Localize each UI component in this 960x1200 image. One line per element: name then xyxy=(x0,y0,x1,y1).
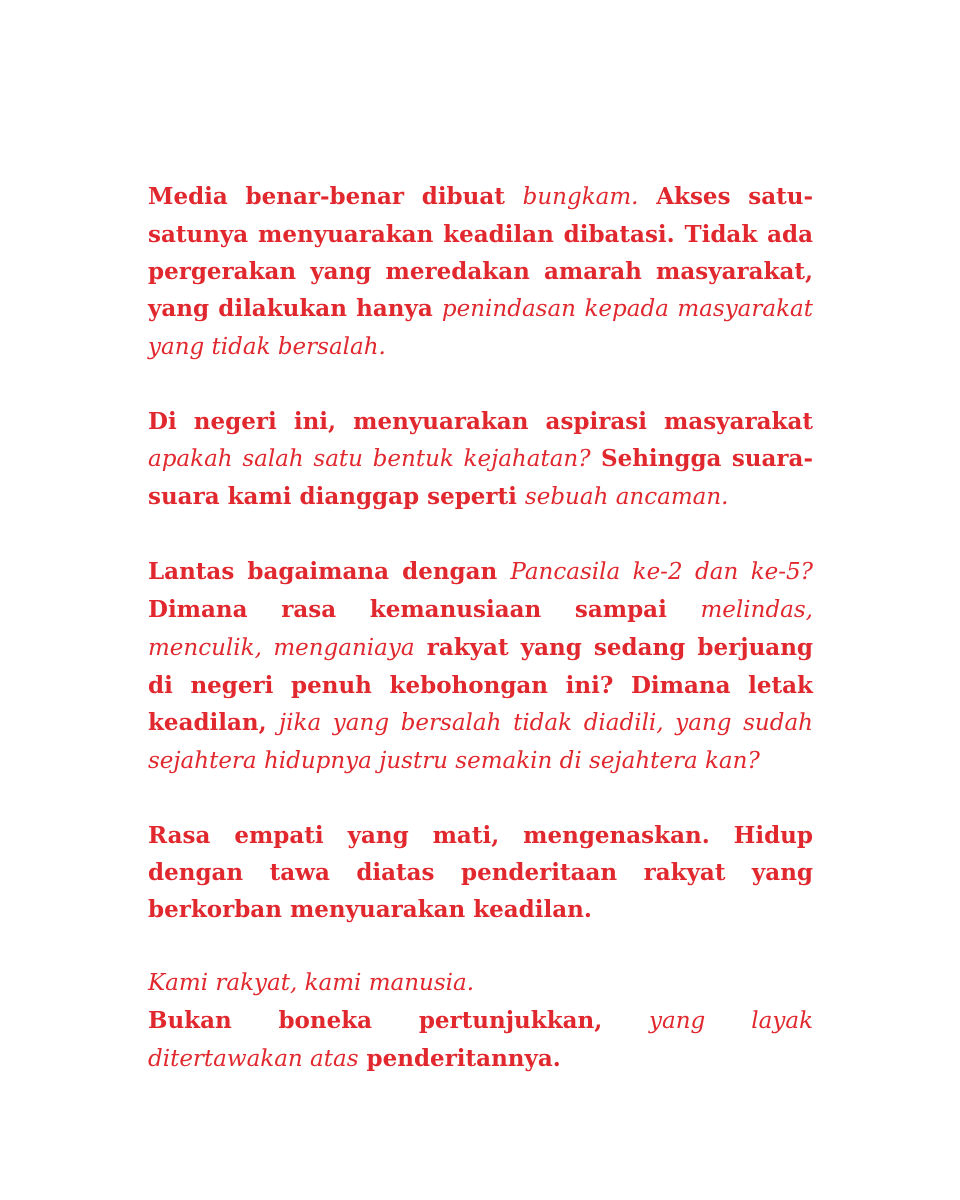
p3-seg-5: jika yang bersalah tidak diadili, yang sudah sejahtera hidupnya justru semakin di sejahtera kan? xyxy=(148,710,813,774)
p2-seg-1: apakah salah satu bentuk kejahatan? xyxy=(148,446,591,472)
document-body xyxy=(148,178,813,1078)
p1-seg-0: Media benar-benar dibuat xyxy=(148,183,523,210)
p2-seg-3: sebuah ancaman. xyxy=(524,484,729,510)
paragraph-1 xyxy=(148,178,813,366)
closing-seg-0: Bukan boneka pertunjukkan, xyxy=(148,1007,650,1034)
p1-seg-2: Akses satu-satunya menyuarakan keadilan dibatasi. Tidak ada pergerakan yang meredakan amarah masyarakat, yang dilakukan hanya xyxy=(148,183,813,322)
closing-line-1: Kami rakyat, kami manusia. xyxy=(148,970,475,996)
closing-seg-2: penderitannya. xyxy=(358,1045,561,1072)
p3-seg-2: Dimana rasa kemanusiaan sampai xyxy=(148,596,701,623)
p3-seg-1: Pancasila ke-2 dan ke-5? xyxy=(510,559,813,585)
p2-seg-0: Di negeri ini, menyuarakan aspirasi masyarakat xyxy=(148,408,813,435)
closing-paragraph xyxy=(148,965,813,1078)
p1-seg-1: bungkam. xyxy=(522,184,639,210)
p3-seg-3: melindas, menculik, menganiaya xyxy=(148,597,813,661)
p1-seg-3: penindasan kepada masyarakat yang tidak bersalah. xyxy=(148,296,813,360)
paragraph-2 xyxy=(148,403,813,516)
p3-seg-4: rakyat yang sedang berjuang di negeri penuh kebohongan ini? Dimana letak keadilan, xyxy=(148,634,813,736)
paragraph-3 xyxy=(148,553,813,780)
closing-seg-1: yang layak ditertawakan atas xyxy=(148,1008,814,1072)
paragraph-4 xyxy=(148,817,813,928)
p2-seg-2: Sehingga suara-suara kami dianggap seperti xyxy=(148,445,813,510)
p3-seg-0: Lantas bagaimana dengan xyxy=(148,558,511,585)
p4-seg-0: Rasa empati yang mati, mengenaskan. Hidup dengan tawa diatas penderitaan rakyat yang berkorban menyuarakan keadilan. xyxy=(148,822,813,923)
